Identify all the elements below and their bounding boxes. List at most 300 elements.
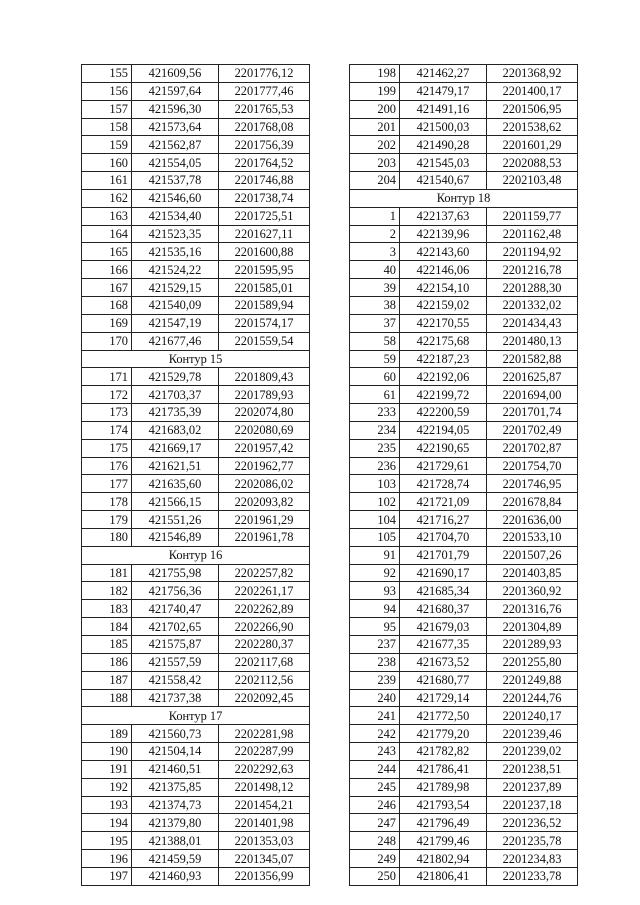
point-number: 177 [82, 475, 132, 493]
coord-y: 2201238,51 [487, 760, 578, 778]
coord-x: 422192,06 [400, 368, 487, 386]
coord-y: 2201159,77 [487, 207, 578, 225]
coord-x: 422175,68 [400, 332, 487, 350]
coord-x: 421756,36 [132, 582, 219, 600]
table-row [350, 296, 578, 314]
table-row [350, 743, 578, 761]
coord-x: 421596,30 [132, 100, 219, 118]
table-row [82, 404, 310, 422]
coord-y: 2201559,54 [219, 332, 310, 350]
table-row [82, 493, 310, 511]
coord-y: 2202103,48 [487, 172, 578, 190]
point-number: 59 [350, 350, 400, 368]
point-number: 192 [82, 778, 132, 796]
table-row [350, 421, 578, 439]
coord-x: 421597,64 [132, 82, 219, 100]
point-number: 191 [82, 760, 132, 778]
coord-y: 2201434,43 [487, 314, 578, 332]
coord-x: 422194,05 [400, 421, 487, 439]
coord-y: 2201957,42 [219, 439, 310, 457]
coord-x: 421504,14 [132, 743, 219, 761]
point-number: 174 [82, 421, 132, 439]
point-number: 240 [350, 689, 400, 707]
point-number: 249 [350, 850, 400, 868]
point-number: 242 [350, 725, 400, 743]
table-row [350, 65, 578, 83]
point-number: 60 [350, 368, 400, 386]
table-row [82, 850, 310, 868]
table-row [82, 475, 310, 493]
point-number: 202 [350, 136, 400, 154]
coord-x: 421523,35 [132, 225, 219, 243]
point-number: 194 [82, 814, 132, 832]
coord-x: 422146,06 [400, 261, 487, 279]
table-row [82, 386, 310, 404]
coord-y: 2201756,39 [219, 136, 310, 154]
point-number: 3 [350, 243, 400, 261]
coord-y: 2201480,13 [487, 332, 578, 350]
coord-x: 421462,27 [400, 65, 487, 83]
coord-x: 421806,41 [400, 867, 487, 885]
coord-x: 421677,35 [400, 636, 487, 654]
coord-x: 422187,23 [400, 350, 487, 368]
contour-title: Контур 18 [350, 189, 578, 207]
table-row [82, 136, 310, 154]
coord-y: 2201533,10 [487, 528, 578, 546]
coord-y: 2201356,99 [219, 867, 310, 885]
table-row [350, 368, 578, 386]
coord-y: 2201507,26 [487, 546, 578, 564]
coord-y: 2202074,80 [219, 404, 310, 422]
point-number: 238 [350, 653, 400, 671]
coord-x: 421740,47 [132, 600, 219, 618]
point-number: 190 [82, 743, 132, 761]
point-number: 189 [82, 725, 132, 743]
coord-x: 421680,77 [400, 671, 487, 689]
point-number: 248 [350, 832, 400, 850]
point-number: 246 [350, 796, 400, 814]
point-number: 38 [350, 296, 400, 314]
coord-x: 421799,46 [400, 832, 487, 850]
coord-x: 421500,03 [400, 118, 487, 136]
coord-x: 422154,10 [400, 279, 487, 297]
coord-y: 2202257,82 [219, 564, 310, 582]
coord-x: 421554,05 [132, 154, 219, 172]
coord-y: 2201694,00 [487, 386, 578, 404]
coord-x: 421540,67 [400, 172, 487, 190]
coord-y: 2201255,80 [487, 653, 578, 671]
point-number: 160 [82, 154, 132, 172]
coord-y: 2201234,83 [487, 850, 578, 868]
point-number: 200 [350, 100, 400, 118]
coord-y: 2201701,74 [487, 404, 578, 422]
point-number: 193 [82, 796, 132, 814]
coord-x: 421566,15 [132, 493, 219, 511]
point-number: 159 [82, 136, 132, 154]
coord-x: 421540,09 [132, 296, 219, 314]
coord-y: 2201738,74 [219, 189, 310, 207]
coord-x: 421551,26 [132, 511, 219, 529]
coord-x: 421701,79 [400, 546, 487, 564]
table-row [350, 118, 578, 136]
table-row [350, 493, 578, 511]
table-row [350, 225, 578, 243]
coord-x: 421562,87 [132, 136, 219, 154]
coord-x: 421388,01 [132, 832, 219, 850]
point-number: 2 [350, 225, 400, 243]
point-number: 241 [350, 707, 400, 725]
coord-x: 421755,98 [132, 564, 219, 582]
coord-y: 2202261,17 [219, 582, 310, 600]
coord-x: 421703,37 [132, 386, 219, 404]
coord-y: 2202092,45 [219, 689, 310, 707]
coordinates-table-left [81, 64, 310, 886]
coord-y: 2201601,29 [487, 136, 578, 154]
table-row [350, 475, 578, 493]
coord-x: 421789,98 [400, 778, 487, 796]
point-number: 37 [350, 314, 400, 332]
point-number: 168 [82, 296, 132, 314]
coord-y: 2201216,78 [487, 261, 578, 279]
coord-x: 421635,60 [132, 475, 219, 493]
coord-y: 2201236,52 [487, 814, 578, 832]
coord-x: 422137,63 [400, 207, 487, 225]
contour-title: Контур 16 [82, 546, 310, 564]
coordinates-table-right [349, 64, 578, 886]
coord-y: 2202292,63 [219, 760, 310, 778]
table-row [350, 653, 578, 671]
table-row [82, 671, 310, 689]
point-number: 166 [82, 261, 132, 279]
point-number: 182 [82, 582, 132, 600]
point-number: 195 [82, 832, 132, 850]
coord-y: 2201589,94 [219, 296, 310, 314]
point-number: 91 [350, 546, 400, 564]
coord-x: 421786,41 [400, 760, 487, 778]
table-row [82, 582, 310, 600]
coord-y: 2201725,51 [219, 207, 310, 225]
coord-y: 2201789,93 [219, 386, 310, 404]
table-row [82, 760, 310, 778]
table-row [350, 261, 578, 279]
table-row [350, 243, 578, 261]
table-row [350, 600, 578, 618]
table-row [82, 279, 310, 297]
coord-y: 2201746,88 [219, 172, 310, 190]
coord-x: 421529,15 [132, 279, 219, 297]
table-row [82, 528, 310, 546]
point-number: 40 [350, 261, 400, 279]
table-row [350, 100, 578, 118]
coord-y: 2202287,99 [219, 743, 310, 761]
point-number: 239 [350, 671, 400, 689]
coord-x: 421491,16 [400, 100, 487, 118]
coord-y: 2202112,56 [219, 671, 310, 689]
coord-x: 421679,03 [400, 618, 487, 636]
table-row [82, 421, 310, 439]
point-number: 167 [82, 279, 132, 297]
coord-y: 2201304,89 [487, 618, 578, 636]
coord-y: 2202088,53 [487, 154, 578, 172]
coord-y: 2201345,07 [219, 850, 310, 868]
coord-y: 2201240,17 [487, 707, 578, 725]
coord-x: 421704,70 [400, 528, 487, 546]
coord-y: 2201962,77 [219, 457, 310, 475]
coord-x: 421737,38 [132, 689, 219, 707]
contour-header-row [82, 707, 310, 725]
coord-y: 2201400,17 [487, 82, 578, 100]
coord-y: 2202086,02 [219, 475, 310, 493]
point-number: 233 [350, 404, 400, 422]
table-row [82, 172, 310, 190]
coord-y: 2201498,12 [219, 778, 310, 796]
point-number: 155 [82, 65, 132, 83]
coord-y: 2201538,62 [487, 118, 578, 136]
table-row [350, 725, 578, 743]
table-row [350, 386, 578, 404]
table-row [82, 636, 310, 654]
coord-y: 2201777,46 [219, 82, 310, 100]
coord-y: 2201746,95 [487, 475, 578, 493]
point-number: 183 [82, 600, 132, 618]
coord-x: 421479,17 [400, 82, 487, 100]
coord-x: 421558,42 [132, 671, 219, 689]
table-row [82, 511, 310, 529]
point-number: 198 [350, 65, 400, 83]
coord-y: 2201776,12 [219, 65, 310, 83]
table-row [350, 546, 578, 564]
table-row [82, 189, 310, 207]
coordinates-table-left-body [82, 65, 310, 886]
point-number: 196 [82, 850, 132, 868]
coord-x: 421779,20 [400, 725, 487, 743]
coord-y: 2201454,21 [219, 796, 310, 814]
coord-y: 2201237,89 [487, 778, 578, 796]
table-row [350, 207, 578, 225]
coord-y: 2201401,98 [219, 814, 310, 832]
coord-x: 421535,16 [132, 243, 219, 261]
coord-y: 2201702,49 [487, 421, 578, 439]
table-row [350, 832, 578, 850]
point-number: 186 [82, 653, 132, 671]
table-row [82, 832, 310, 850]
coord-y: 2201809,43 [219, 368, 310, 386]
coord-x: 421677,46 [132, 332, 219, 350]
table-row [82, 314, 310, 332]
coord-y: 2202266,90 [219, 618, 310, 636]
coord-y: 2201582,88 [487, 350, 578, 368]
contour-title: Контур 15 [82, 350, 310, 368]
point-number: 175 [82, 439, 132, 457]
coord-x: 421728,74 [400, 475, 487, 493]
table-row [350, 82, 578, 100]
table-row [82, 600, 310, 618]
coord-x: 421621,51 [132, 457, 219, 475]
coord-y: 2201194,92 [487, 243, 578, 261]
coord-y: 2201764,52 [219, 154, 310, 172]
coord-x: 421802,94 [400, 850, 487, 868]
coord-x: 421793,54 [400, 796, 487, 814]
coord-x: 421560,73 [132, 725, 219, 743]
point-number: 172 [82, 386, 132, 404]
coord-x: 421546,89 [132, 528, 219, 546]
coord-y: 2201678,84 [487, 493, 578, 511]
coord-x: 421685,34 [400, 582, 487, 600]
point-number: 245 [350, 778, 400, 796]
contour-header-row [82, 350, 310, 368]
point-number: 188 [82, 689, 132, 707]
table-row [82, 618, 310, 636]
coord-x: 421490,28 [400, 136, 487, 154]
coord-y: 2201235,78 [487, 832, 578, 850]
point-number: 234 [350, 421, 400, 439]
coord-x: 421735,39 [132, 404, 219, 422]
table-row [350, 671, 578, 689]
point-number: 158 [82, 118, 132, 136]
point-number: 247 [350, 814, 400, 832]
point-number: 235 [350, 439, 400, 457]
coord-x: 421573,64 [132, 118, 219, 136]
point-number: 244 [350, 760, 400, 778]
table-row [350, 314, 578, 332]
table-row [82, 867, 310, 885]
point-number: 58 [350, 332, 400, 350]
table-row [350, 778, 578, 796]
table-row [350, 332, 578, 350]
table-row [350, 636, 578, 654]
coord-x: 421529,78 [132, 368, 219, 386]
coord-y: 2201768,08 [219, 118, 310, 136]
point-number: 181 [82, 564, 132, 582]
point-number: 180 [82, 528, 132, 546]
coord-y: 2201574,17 [219, 314, 310, 332]
coord-x: 421782,82 [400, 743, 487, 761]
coord-x: 422199,72 [400, 386, 487, 404]
point-number: 92 [350, 564, 400, 582]
coord-y: 2201961,29 [219, 511, 310, 529]
coord-x: 421683,02 [132, 421, 219, 439]
coord-x: 421546,60 [132, 189, 219, 207]
coord-x: 421609,56 [132, 65, 219, 83]
table-row [82, 100, 310, 118]
point-number: 39 [350, 279, 400, 297]
table-row [82, 689, 310, 707]
coord-x: 421547,19 [132, 314, 219, 332]
point-number: 1 [350, 207, 400, 225]
table-row [350, 796, 578, 814]
coord-x: 421673,52 [400, 653, 487, 671]
coord-y: 2201585,01 [219, 279, 310, 297]
coord-x: 421459,59 [132, 850, 219, 868]
contour-header-row [82, 546, 310, 564]
table-row [350, 154, 578, 172]
table-row [82, 118, 310, 136]
point-number: 201 [350, 118, 400, 136]
table-row [82, 368, 310, 386]
coord-y: 2201289,93 [487, 636, 578, 654]
coord-y: 2201249,88 [487, 671, 578, 689]
coord-y: 2201636,00 [487, 511, 578, 529]
coord-y: 2201233,78 [487, 867, 578, 885]
coord-y: 2201244,76 [487, 689, 578, 707]
table-row [350, 760, 578, 778]
point-number: 164 [82, 225, 132, 243]
coord-y: 2201360,92 [487, 582, 578, 600]
coord-y: 2202080,69 [219, 421, 310, 439]
table-row [82, 814, 310, 832]
coord-y: 2201702,87 [487, 439, 578, 457]
point-number: 199 [350, 82, 400, 100]
coord-x: 421379,80 [132, 814, 219, 832]
point-number: 94 [350, 600, 400, 618]
point-number: 203 [350, 154, 400, 172]
coord-y: 2202280,37 [219, 636, 310, 654]
point-number: 103 [350, 475, 400, 493]
coord-y: 2201627,11 [219, 225, 310, 243]
coord-x: 421729,14 [400, 689, 487, 707]
coord-x: 421374,73 [132, 796, 219, 814]
coord-y: 2201961,78 [219, 528, 310, 546]
coord-x: 421716,27 [400, 511, 487, 529]
point-number: 95 [350, 618, 400, 636]
table-row [350, 582, 578, 600]
point-number: 204 [350, 172, 400, 190]
coord-y: 2201368,92 [487, 65, 578, 83]
point-number: 236 [350, 457, 400, 475]
table-row [350, 279, 578, 297]
point-number: 237 [350, 636, 400, 654]
table-row [350, 350, 578, 368]
coord-x: 421545,03 [400, 154, 487, 172]
coord-y: 2201754,70 [487, 457, 578, 475]
coord-x: 421460,51 [132, 760, 219, 778]
coord-x: 421524,22 [132, 261, 219, 279]
point-number: 176 [82, 457, 132, 475]
table-row [350, 618, 578, 636]
coord-y: 2201288,30 [487, 279, 578, 297]
coord-x: 421534,40 [132, 207, 219, 225]
table-row [350, 404, 578, 422]
point-number: 93 [350, 582, 400, 600]
point-number: 173 [82, 404, 132, 422]
point-number: 197 [82, 867, 132, 885]
coord-y: 2201403,85 [487, 564, 578, 582]
table-row [82, 778, 310, 796]
table-row [82, 225, 310, 243]
table-row [82, 261, 310, 279]
coord-x: 421772,50 [400, 707, 487, 725]
coord-y: 2202117,68 [219, 653, 310, 671]
coord-x: 421702,65 [132, 618, 219, 636]
coord-y: 2201595,95 [219, 261, 310, 279]
point-number: 161 [82, 172, 132, 190]
table-row [82, 653, 310, 671]
point-number: 163 [82, 207, 132, 225]
coord-x: 421680,37 [400, 600, 487, 618]
coord-x: 422200,59 [400, 404, 487, 422]
coord-y: 2201506,95 [487, 100, 578, 118]
coord-y: 2201765,53 [219, 100, 310, 118]
coord-y: 2201239,46 [487, 725, 578, 743]
table-row [350, 172, 578, 190]
table-row [82, 564, 310, 582]
point-number: 162 [82, 189, 132, 207]
table-row [350, 850, 578, 868]
point-number: 178 [82, 493, 132, 511]
coord-y: 2201162,48 [487, 225, 578, 243]
contour-header-row [350, 189, 578, 207]
point-number: 243 [350, 743, 400, 761]
